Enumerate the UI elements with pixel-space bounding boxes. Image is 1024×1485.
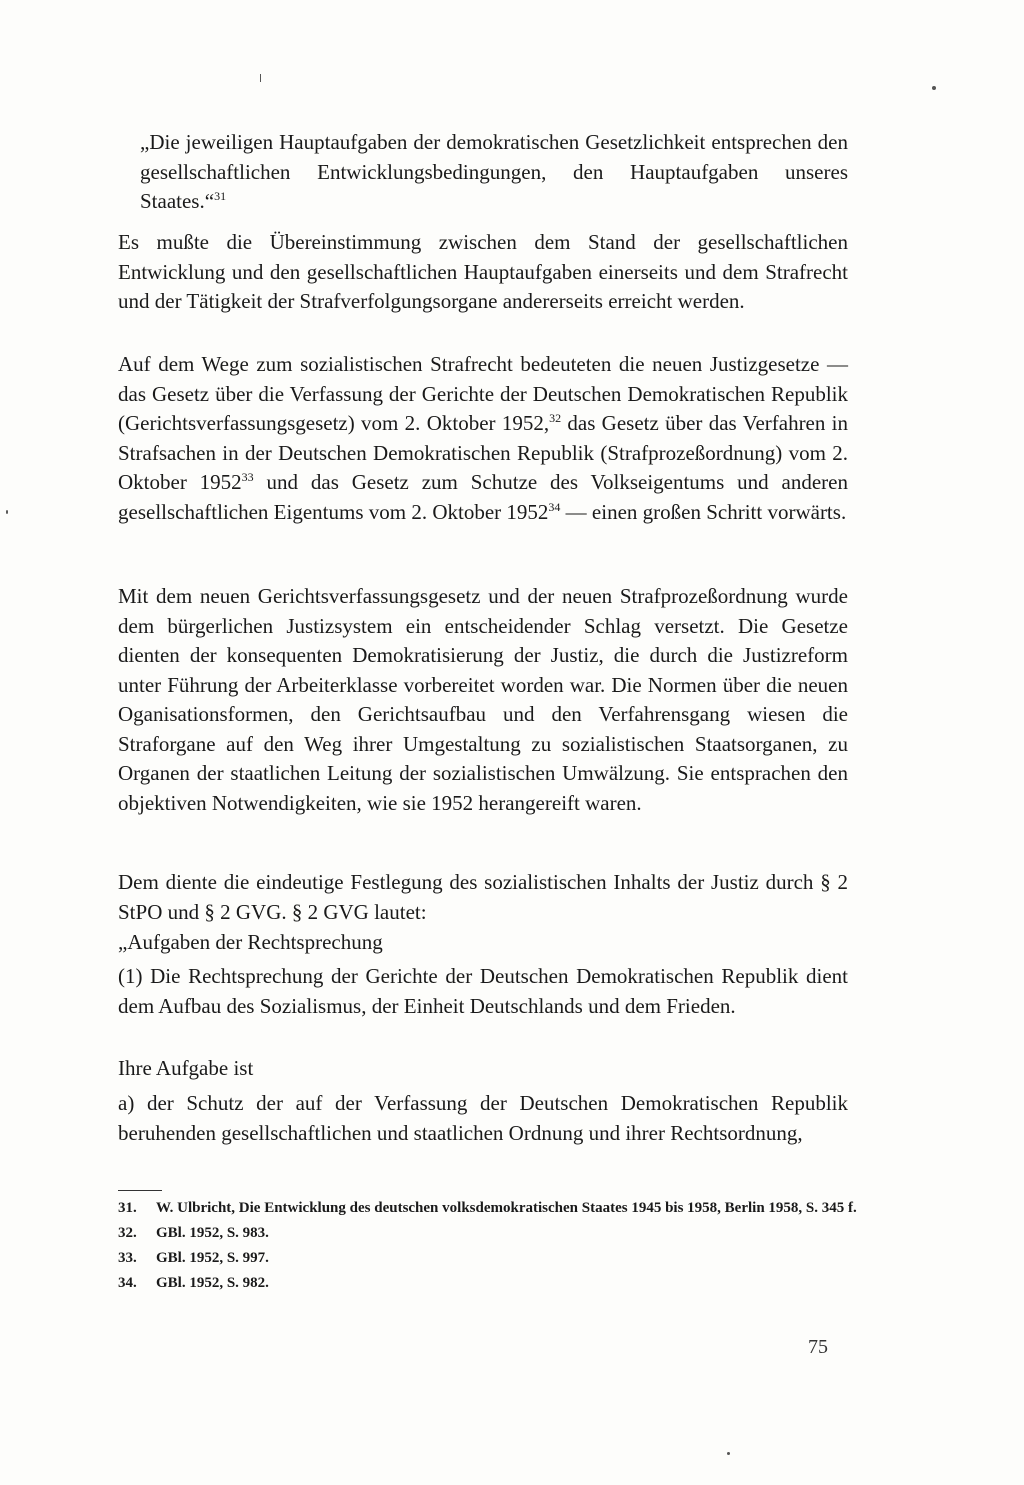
statute-task-a: a) der Schutz der auf der Verfassung der Deutschen Demokratischen Republik beruhenden gesellschaftlichen und staatlichen Ordnung und ihrer Rechtsordnung, [118,1091,848,1145]
statute-clause-1: (1) Die Rechtsprechung der Gerichte der Deutschen Demokratischen Republik dient dem Aufbau des Sozialismus, der Einheit Deutschlands und dem Frieden. [118,964,848,1018]
footnote-ref-31: 31 [214,189,227,203]
footnote-33 [118,1248,878,1269]
scan-speck [260,74,261,82]
footnote-number: 32. [118,1225,137,1241]
paragraph-socialist-content: Dem diente die eindeutige Festlegung des sozialistischen Inhalts der Justiz durch § 2 StPO und § 2 GVG. § 2 GVG lautet: [118,870,848,924]
paragraph-justice-laws [118,350,848,527]
quote-block [118,128,848,217]
footnote-text: GBl. 1952, S. 982. [156,1275,269,1291]
statute-heading: „Aufgaben der Rechtsprechung [118,930,383,954]
footnote-ref-32: 32 [549,411,562,425]
paragraph-justice-laws-part2: das Gesetz über das Verfahren in Strafsachen in der Deutschen Demokratischen Republik (Strafprozeßordnung) vom 2. Oktober 1952 [118,411,849,494]
footnote-number: 31. [118,1200,137,1216]
scan-speck [932,86,936,90]
footnote-text: W. Ulbricht, Die Entwicklung des deutschen volksdemokratischen Staates 1945 bis 1958, Berlin 1958, S. 345 f. [156,1200,857,1216]
footnote-divider [118,1190,162,1191]
paragraph-justice-laws-part1: Auf dem Wege zum sozialistischen Strafrecht bedeuteten die neuen Justizgesetze — das Gesetz über die Verfassung der Gerichte der Deutschen Demokratischen Republik (Gerichtsverfassungsgesetz) vom 2. Oktober 1952, [118,352,848,435]
quote-text: „Die jeweiligen Hauptaufgaben der demokratischen Gesetzlichkeit entsprechen den gesellschaftlichen Entwicklungsbedingungen, den Hauptaufgaben unseres Staates.“ [140,130,848,213]
footnote-number: 34. [118,1275,137,1291]
footnote-ref-33: 33 [241,470,254,484]
footnote-32 [118,1223,878,1244]
paragraph-agreement: Es mußte die Übereinstimmung zwischen dem Stand der gesellschaftlichen Entwicklung und den gesellschaftlichen Hauptaufgaben einerseits und dem Strafrecht und der Tätigkeit der Strafverfolgungsorgane andererseits erreicht werden. [118,230,848,313]
statute-task-intro: Ihre Aufgabe ist [118,1056,254,1080]
footnote-34 [118,1273,878,1294]
footnote-text: GBl. 1952, S. 983. [156,1225,269,1241]
paragraph-justice-laws-part3: und das Gesetz zum Schutze des Volkseigentums und anderen gesellschaftlichen Eigentums vom 2. Oktober 1952 [118,470,848,524]
footnote-ref-34: 34 [548,499,561,514]
footnote-text: GBl. 1952, S. 997. [156,1250,269,1266]
scan-speck [727,1452,730,1455]
page-number: 75 [808,1336,828,1358]
footnote-number: 33. [118,1250,137,1266]
paragraph-justice-laws-part4: — einen großen Schritt vorwärts. [560,499,847,524]
footnotes [118,1198,878,1298]
footnote-31 [118,1198,878,1219]
scan-speck [6,510,8,514]
paragraph-court-constitution: Mit dem neuen Gerichtsverfassungsgesetz und der neuen Strafprozeßordnung wurde dem bürgerlichen Justizsystem ein entscheidender Schlag versetzt. Die Gesetze dienten der konsequenten Demokratisierung der Justiz, die durch die Justizreform unter Führung der Arbeiterklasse vorbereitet worden war. Die Normen über die neuen Oganisationsformen, den Gerichtsaufbau und den Verfahrensgang wiesen die Straforgane auf den Weg ihrer Umgestaltung zu sozialistischen Staatsorganen, zu Organen der staatlichen Leitung der sozialistischen Umwälzung. Sie entsprachen den objektiven Notwendigkeiten, wie sie 1952 herangereift waren. [118,584,848,815]
